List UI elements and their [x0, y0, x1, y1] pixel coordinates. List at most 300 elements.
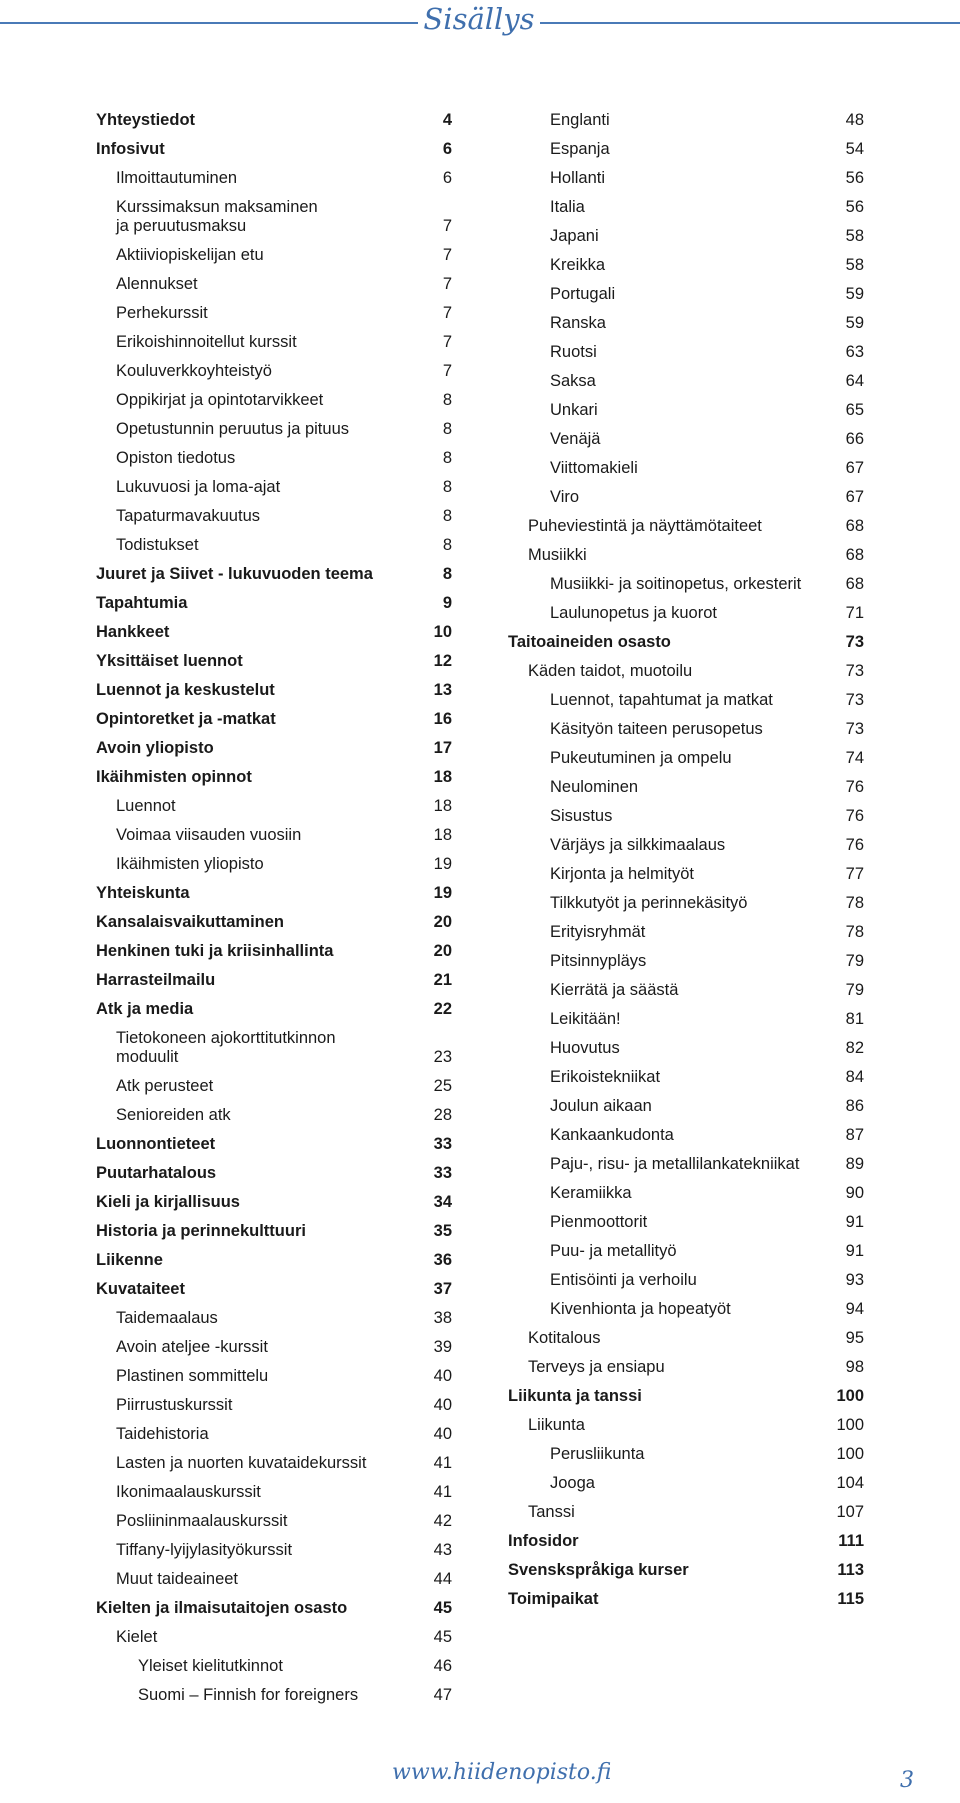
toc-entry-page: 86: [845, 1097, 864, 1115]
toc-entry-label: Yksittäiset luennot: [96, 652, 243, 670]
toc-entry-label: Englanti: [550, 111, 610, 129]
toc-entry-page: 73: [845, 720, 864, 738]
toc-entry-label: Posliininmaalauskurssit: [116, 1512, 288, 1530]
toc-entry-page: 76: [845, 807, 864, 825]
toc-entry-label: Ruotsi: [550, 343, 597, 361]
toc-entry-page: 54: [845, 140, 864, 158]
toc-entry-page: 73: [845, 691, 864, 709]
toc-entry[interactable]: [508, 338, 864, 367]
toc-entry-label: Liikunta ja tanssi: [508, 1387, 642, 1405]
toc-entry[interactable]: [96, 502, 452, 531]
toc-entry[interactable]: [508, 396, 864, 425]
toc-entry[interactable]: [96, 1333, 452, 1362]
toc-entry-label: Ikäihmisten opinnot: [96, 768, 252, 786]
footer-url[interactable]: www.hiidenopisto.fi: [392, 1760, 612, 1785]
toc-entry-label: Liikenne: [96, 1251, 163, 1269]
toc-entry-label: Luonnontieteet: [96, 1135, 216, 1153]
page-number: 3: [900, 1768, 914, 1793]
toc-entry[interactable]: [508, 280, 864, 309]
toc-entry[interactable]: [508, 106, 864, 135]
toc-entry-label: Kielten ja ilmaisutaitojen osasto: [96, 1599, 348, 1617]
toc-entry-label: Kirjonta ja helmityöt: [550, 865, 694, 883]
toc-entry-label: Laulunopetus ja kuorot: [550, 604, 717, 622]
toc-entry[interactable]: [508, 715, 864, 744]
toc-entry[interactable]: [96, 821, 452, 850]
toc-entry-page: 58: [845, 256, 864, 274]
toc-entry[interactable]: [96, 473, 452, 502]
toc-entry-label: Tapaturmavakuutus: [116, 507, 260, 525]
toc-entry-page: 41: [433, 1483, 452, 1501]
toc-entry[interactable]: [96, 415, 452, 444]
toc-entry-page: 19: [433, 855, 452, 873]
toc-entry[interactable]: [96, 879, 452, 908]
toc-entry[interactable]: [96, 1420, 452, 1449]
toc-entry[interactable]: [96, 1362, 452, 1391]
toc-entry[interactable]: [96, 164, 452, 193]
toc-entry-label: Luennot ja keskustelut: [96, 681, 275, 699]
toc-entry-page: 8: [442, 536, 452, 554]
toc-entry-page: 7: [442, 304, 452, 322]
toc-entry-label: Saksa: [550, 372, 596, 390]
toc-entry[interactable]: [96, 1681, 452, 1710]
toc-entry-label: Tietokoneen ajokorttitutkinnon moduulit: [116, 1029, 336, 1066]
toc-entry[interactable]: [96, 299, 452, 328]
toc-entry[interactable]: [96, 193, 452, 241]
toc-entry-label: Historia ja perinnekulttuuri: [96, 1222, 306, 1240]
toc-entry-label: Värjäys ja silkkimaalaus: [550, 836, 726, 854]
toc-entry[interactable]: [96, 705, 452, 734]
toc-entry[interactable]: [508, 309, 864, 338]
toc-entry-page: 111: [838, 1532, 864, 1550]
toc-entry[interactable]: [508, 1324, 864, 1353]
toc-entry-label: Käsityön taiteen perusopetus: [550, 720, 763, 738]
toc-entry-page: 8: [442, 391, 452, 409]
toc-entry-label: Suomi – Finnish for foreigners: [138, 1686, 359, 1704]
toc-entry[interactable]: [508, 251, 864, 280]
toc-entry-page: 91: [845, 1213, 864, 1231]
toc-entry-page: 20: [433, 942, 452, 960]
toc-entry[interactable]: [508, 541, 864, 570]
toc-entry-label: Pienmoottorit: [550, 1213, 648, 1231]
toc-entry-label: Hollanti: [550, 169, 606, 187]
toc-entry[interactable]: [508, 1295, 864, 1324]
toc-entry-page: 90: [845, 1184, 864, 1202]
toc-entry-page: 25: [433, 1077, 452, 1095]
toc-entry[interactable]: [96, 1072, 452, 1101]
toc-entry-page: 98: [845, 1358, 864, 1376]
toc-entry-page: 59: [845, 314, 864, 332]
toc-entry-label: Muut taideaineet: [116, 1570, 239, 1588]
toc-entry[interactable]: [96, 106, 452, 135]
toc-entry-label: Erikoishinnoitellut kurssit: [116, 333, 297, 351]
toc-entry-page: 87: [845, 1126, 864, 1144]
toc-entry-label: Puheviestintä ja näyttämötaiteet: [528, 517, 762, 535]
toc-entry-page: 76: [845, 836, 864, 854]
toc-entry[interactable]: [96, 241, 452, 270]
toc-entry[interactable]: [508, 222, 864, 251]
toc-entry-label: Voimaa viisauden vuosiin: [116, 826, 302, 844]
toc-entry[interactable]: [508, 483, 864, 512]
toc-entry-label: Ilmoittautuminen: [116, 169, 238, 187]
toc-entry-page: 89: [845, 1155, 864, 1173]
toc-entry-label: Yleiset kielitutkinnot: [138, 1657, 283, 1675]
toc-entry[interactable]: [96, 908, 452, 937]
toc-entry-page: 18: [433, 797, 452, 815]
header-rule-right: [540, 22, 960, 24]
toc-entry-page: 68: [845, 517, 864, 535]
toc-entry[interactable]: [96, 676, 452, 705]
toc-entry[interactable]: [508, 425, 864, 454]
toc-entry-label: Italia: [550, 198, 585, 216]
toc-entry-page: 81: [845, 1010, 864, 1028]
toc-entry[interactable]: [508, 889, 864, 918]
toc-entry[interactable]: [508, 802, 864, 831]
toc-entry-label: Leikitään!: [550, 1010, 621, 1028]
toc-entry-page: 79: [845, 952, 864, 970]
toc-entry-page: 56: [845, 169, 864, 187]
toc-entry[interactable]: [508, 947, 864, 976]
toc-entry-page: 74: [845, 749, 864, 767]
toc-entry-page: 95: [845, 1329, 864, 1347]
toc-entry-page: 76: [845, 778, 864, 796]
toc-entry-page: 64: [845, 372, 864, 390]
toc-entry[interactable]: [508, 1121, 864, 1150]
toc-entry-label: Ikonimaalauskurssit: [116, 1483, 261, 1501]
toc-entry-label: Tapahtumia: [96, 594, 188, 612]
toc-entry-label: Erikoistekniikat: [550, 1068, 661, 1086]
toc-entry[interactable]: [508, 686, 864, 715]
toc-entry-page: 100: [836, 1445, 864, 1463]
toc-entry-label: Opetustunnin peruutus ja pituus: [116, 420, 349, 438]
toc-entry-page: 45: [433, 1628, 452, 1646]
toc-entry-label: Oppikirjat ja opintotarvikkeet: [116, 391, 324, 409]
toc-entry-label: Taidehistoria: [116, 1425, 209, 1443]
toc-entry[interactable]: [508, 193, 864, 222]
toc-entry-page: 20: [433, 913, 452, 931]
toc-entry-page: 7: [442, 217, 452, 235]
toc-entry-page: 71: [845, 604, 864, 622]
toc-entry-page: 67: [845, 488, 864, 506]
toc-entry-page: 47: [433, 1686, 452, 1704]
toc-entry[interactable]: [508, 1469, 864, 1498]
toc-entry-label: Atk perusteet: [116, 1077, 214, 1095]
toc-entry[interactable]: [96, 270, 452, 299]
toc-entry-label: Infosivut: [96, 140, 165, 158]
toc-entry-page: 34: [433, 1193, 452, 1211]
toc-entry[interactable]: [508, 135, 864, 164]
toc-entry-label: Terveys ja ensiapu: [528, 1358, 665, 1376]
toc-entry-page: 8: [442, 449, 452, 467]
toc-entry-label: Lasten ja nuorten kuvataidekurssit: [116, 1454, 367, 1472]
toc-entry[interactable]: [508, 1556, 864, 1585]
toc-entry-label: Kouluverkkoyhteistyö: [116, 362, 272, 380]
toc-entry[interactable]: [96, 1275, 452, 1304]
toc-entry[interactable]: [508, 1527, 864, 1556]
toc-entry-page: 91: [845, 1242, 864, 1260]
toc-entry[interactable]: [96, 966, 452, 995]
toc-entry[interactable]: [508, 1440, 864, 1469]
toc-entry-label: Ranska: [550, 314, 606, 332]
toc-entry[interactable]: [508, 164, 864, 193]
toc-entry-label: Unkari: [550, 401, 598, 419]
toc-entry[interactable]: [508, 1208, 864, 1237]
toc-entry-page: 21: [433, 971, 452, 989]
toc-entry[interactable]: [508, 657, 864, 686]
toc-entry[interactable]: [96, 1623, 452, 1652]
toc-entry[interactable]: [508, 1266, 864, 1295]
toc-entry[interactable]: [508, 1411, 864, 1440]
toc-entry-page: 58: [845, 227, 864, 245]
toc-entry-page: 38: [433, 1309, 452, 1327]
toc-entry-page: 100: [836, 1416, 864, 1434]
toc-entry[interactable]: [96, 995, 452, 1024]
toc-entry-page: 113: [837, 1561, 864, 1579]
toc-entry[interactable]: [508, 1063, 864, 1092]
toc-left-column: [96, 106, 452, 1710]
toc-entry[interactable]: [508, 1092, 864, 1121]
toc-entry-label: Puu- ja metallityö: [550, 1242, 677, 1260]
toc-entry-page: 48: [845, 111, 864, 129]
toc-entry[interactable]: [508, 1498, 864, 1527]
toc-entry[interactable]: [508, 918, 864, 947]
toc-entry-label: Jooga: [550, 1474, 595, 1492]
toc-entry-label: Espanja: [550, 140, 610, 158]
toc-entry-page: 8: [442, 420, 452, 438]
toc-entry-page: 66: [845, 430, 864, 448]
toc-entry-page: 65: [845, 401, 864, 419]
toc-entry[interactable]: [96, 1246, 452, 1275]
toc-entry-page: 84: [845, 1068, 864, 1086]
toc-entry-label: Plastinen sommittelu: [116, 1367, 269, 1385]
toc-entry-label: Avoin yliopisto: [96, 739, 214, 757]
toc-entry-page: 115: [837, 1590, 864, 1608]
toc-entry-page: 94: [845, 1300, 864, 1318]
toc-entry-label: Käden taidot, muotoilu: [528, 662, 693, 680]
toc-entry-page: 17: [433, 739, 452, 757]
toc-entry[interactable]: [96, 386, 452, 415]
toc-entry-page: 42: [433, 1512, 452, 1530]
toc-entry-page: 33: [433, 1135, 452, 1153]
toc-entry-page: 82: [845, 1039, 864, 1057]
toc-entry-label: Opintoretket ja -matkat: [96, 710, 276, 728]
toc-entry-page: 93: [845, 1271, 864, 1289]
toc-entry-label: Kierrätä ja säästä: [550, 981, 679, 999]
toc-entry-page: 33: [433, 1164, 452, 1182]
toc-entry-page: 7: [442, 362, 452, 380]
toc-entry-label: Opiston tiedotus: [116, 449, 236, 467]
toc-entry-label: Sisustus: [550, 807, 613, 825]
toc-entry-label: Kankaankudonta: [550, 1126, 674, 1144]
toc-entry[interactable]: [508, 1585, 864, 1614]
toc-entry-page: 56: [845, 198, 864, 216]
toc-entry-label: Keramiikka: [550, 1184, 632, 1202]
toc-entry-page: 39: [433, 1338, 452, 1356]
toc-entry-page: 18: [433, 826, 452, 844]
toc-entry-label: Atk ja media: [96, 1000, 194, 1018]
toc-entry-label: Venäjä: [550, 430, 601, 448]
toc-entry-label: Kotitalous: [528, 1329, 601, 1347]
toc-entry[interactable]: [508, 570, 864, 599]
toc-entry[interactable]: [508, 860, 864, 889]
toc-entry[interactable]: [96, 850, 452, 879]
toc-entry[interactable]: [508, 512, 864, 541]
toc-entry[interactable]: [96, 531, 452, 560]
toc-entry-page: 43: [433, 1541, 452, 1559]
toc-entry[interactable]: [96, 1101, 452, 1130]
toc-entry[interactable]: [96, 1304, 452, 1333]
toc-entry[interactable]: [508, 976, 864, 1005]
toc-entry-label: Viittomakieli: [550, 459, 638, 477]
toc-entry-label: Neulominen: [550, 778, 639, 796]
toc-entry-page: 8: [442, 478, 452, 496]
toc-entry[interactable]: [96, 618, 452, 647]
toc-entry-label: Perhekurssit: [116, 304, 208, 322]
toc-entry[interactable]: [508, 1150, 864, 1179]
toc-entry[interactable]: [508, 454, 864, 483]
toc-entry-page: 7: [442, 275, 452, 293]
toc-entry-label: Japani: [550, 227, 599, 245]
toc-entry[interactable]: [508, 1005, 864, 1034]
toc-entry-page: 107: [836, 1503, 864, 1521]
toc-entry-label: Perusliikunta: [550, 1445, 645, 1463]
toc-entry[interactable]: [508, 744, 864, 773]
toc-entry-label: Kieli ja kirjallisuus: [96, 1193, 240, 1211]
toc-entry-label: Infosidor: [508, 1532, 579, 1550]
toc-entry-label: Aktiiviopiskelijan etu: [116, 246, 264, 264]
toc-entry-page: 46: [433, 1657, 452, 1675]
toc-entry-label: Taitoaineiden osasto: [508, 633, 671, 651]
toc-entry[interactable]: [96, 792, 452, 821]
toc-entry-page: 73: [845, 633, 864, 651]
toc-entry-label: Hankkeet: [96, 623, 170, 641]
toc-entry-page: 7: [442, 333, 452, 351]
toc-entry[interactable]: [96, 1024, 452, 1072]
toc-entry-label: Yhteystiedot: [96, 111, 196, 129]
toc-entry[interactable]: [96, 1217, 452, 1246]
toc-entry-label: Huovutus: [550, 1039, 620, 1057]
toc-entry-page: 40: [433, 1425, 452, 1443]
toc-entry[interactable]: [96, 1652, 452, 1681]
toc-entry-page: 19: [433, 884, 452, 902]
toc-entry-page: 73: [845, 662, 864, 680]
toc-entry-label: Tiffany-lyijylasityökurssit: [116, 1541, 293, 1559]
toc-entry-label: Luennot: [116, 797, 176, 815]
toc-entry[interactable]: [96, 1391, 452, 1420]
toc-entry-label: Piirrustuskurssit: [116, 1396, 233, 1414]
toc-entry[interactable]: [96, 1536, 452, 1565]
toc-entry[interactable]: [508, 1382, 864, 1411]
toc-entry-page: 16: [433, 710, 452, 728]
toc-entry[interactable]: [508, 367, 864, 396]
toc-entry-page: 18: [433, 768, 452, 786]
toc-entry[interactable]: [96, 357, 452, 386]
toc-entry-label: Yhteiskunta: [96, 884, 190, 902]
toc-entry-label: Pukeutuminen ja ompelu: [550, 749, 732, 767]
toc-entry-page: 79: [845, 981, 864, 999]
toc-entry[interactable]: [96, 1159, 452, 1188]
toc-entry-page: 40: [433, 1396, 452, 1414]
toc-entry-label: Portugali: [550, 285, 616, 303]
toc-entry-page: 59: [845, 285, 864, 303]
page-title: Sisällys: [423, 2, 535, 36]
toc-entry-label: Entisöinti ja verhoilu: [550, 1271, 697, 1289]
toc-entry[interactable]: [96, 734, 452, 763]
toc-entry-label: Pitsinnypläys: [550, 952, 647, 970]
toc-entry[interactable]: [508, 599, 864, 628]
toc-entry-page: 12: [433, 652, 452, 670]
toc-entry-page: 40: [433, 1367, 452, 1385]
toc-entry-label: Alennukset: [116, 275, 198, 293]
toc-entry-page: 78: [845, 923, 864, 941]
toc-entry[interactable]: [96, 589, 452, 618]
toc-entry[interactable]: [96, 1478, 452, 1507]
toc-entry-label: Puutarhatalous: [96, 1164, 217, 1182]
toc-entry-page: 22: [433, 1000, 452, 1018]
toc-entry-label: Viro: [550, 488, 580, 506]
toc-entry-page: 4: [442, 111, 452, 129]
toc-entry-page: 37: [433, 1280, 452, 1298]
toc-entry-label: Musiikki: [528, 546, 587, 564]
toc-entry[interactable]: [96, 560, 452, 589]
toc-entry-page: 28: [433, 1106, 452, 1124]
toc-entry-page: 68: [845, 546, 864, 564]
toc-entry-page: 7: [442, 246, 452, 264]
toc-entry-label: Kielet: [116, 1628, 158, 1646]
toc-entry[interactable]: [96, 1130, 452, 1159]
toc-entry[interactable]: [508, 773, 864, 802]
toc-entry-page: 77: [845, 865, 864, 883]
toc-entry[interactable]: [96, 647, 452, 676]
toc-entry[interactable]: [508, 831, 864, 860]
toc-entry[interactable]: [508, 628, 864, 657]
toc-entry-label: Joulun aikaan: [550, 1097, 652, 1115]
toc-entry-label: Kansalaisvaikuttaminen: [96, 913, 284, 931]
toc-entry-page: 44: [433, 1570, 452, 1588]
toc-entry-label: Luennot, tapahtumat ja matkat: [550, 691, 773, 709]
toc-right-column: [508, 106, 864, 1614]
toc-entry-label: Kivenhionta ja hopeatyöt: [550, 1300, 731, 1318]
toc-entry[interactable]: [96, 1449, 452, 1478]
toc-entry[interactable]: [96, 763, 452, 792]
toc-entry-label: Erityisryhmät: [550, 923, 646, 941]
toc-entry-label: Toimipaikat: [508, 1590, 599, 1608]
toc-entry[interactable]: [96, 135, 452, 164]
toc-entry[interactable]: [96, 1565, 452, 1594]
toc-entry[interactable]: [508, 1034, 864, 1063]
toc-entry-label: Paju-, risu- ja metallilankatekniikat: [550, 1155, 800, 1173]
toc-entry-label: Tilkkutyöt ja perinnekäsityö: [550, 894, 748, 912]
toc-entry[interactable]: [508, 1353, 864, 1382]
toc-entry[interactable]: [508, 1237, 864, 1266]
toc-entry[interactable]: [96, 328, 452, 357]
toc-entry-label: Liikunta: [528, 1416, 585, 1434]
toc-entry[interactable]: [508, 1179, 864, 1208]
toc-entry[interactable]: [96, 937, 452, 966]
toc-entry-page: 36: [433, 1251, 452, 1269]
toc-entry-page: 104: [836, 1474, 864, 1492]
toc-entry-label: Lukuvuosi ja loma-ajat: [116, 478, 281, 496]
toc-entry-label: Musiikki- ja soitinopetus, orkesterit: [550, 575, 802, 593]
toc-entry-label: Senioreiden atk: [116, 1106, 231, 1124]
toc-entry[interactable]: [96, 1507, 452, 1536]
toc-entry-page: 13: [433, 681, 452, 699]
header-rule-left: [0, 22, 418, 24]
toc-entry-label: Harrasteilmailu: [96, 971, 216, 989]
toc-entry-page: 63: [845, 343, 864, 361]
toc-entry[interactable]: [96, 444, 452, 473]
toc-entry[interactable]: [96, 1594, 452, 1623]
toc-entry[interactable]: [96, 1188, 452, 1217]
